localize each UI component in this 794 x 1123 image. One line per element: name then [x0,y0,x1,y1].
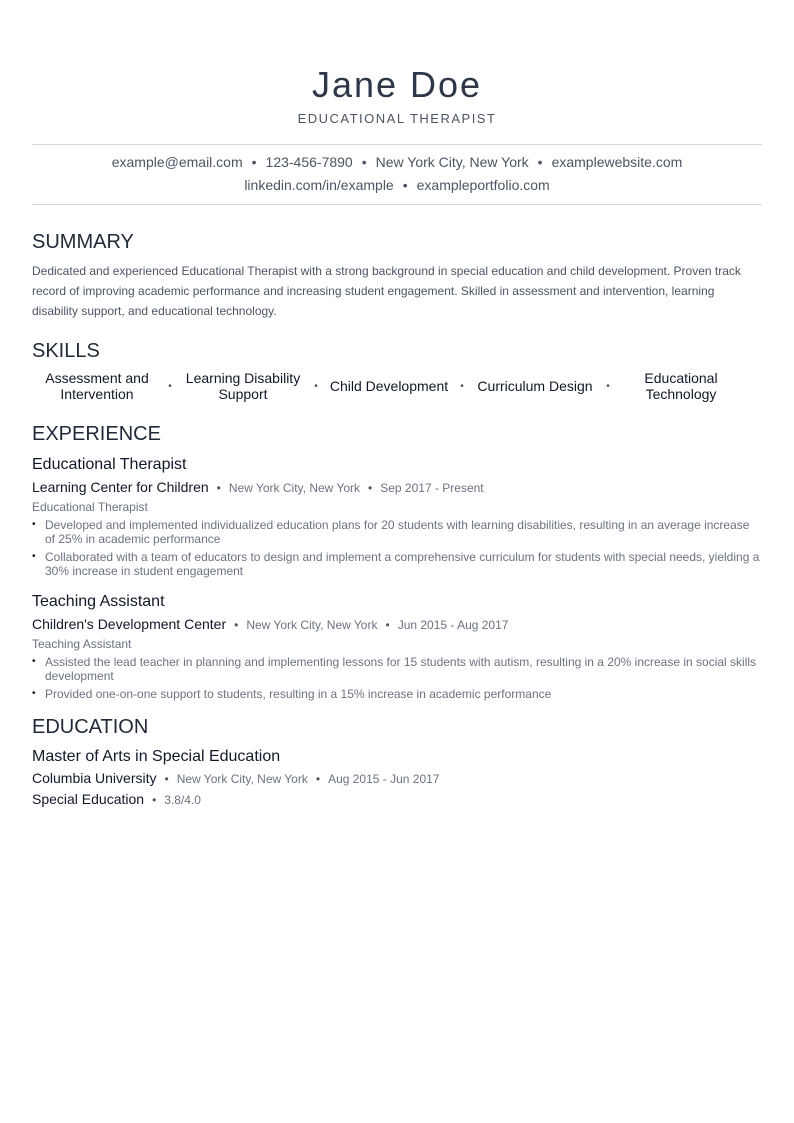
contact-phone[interactable]: 123-456-7890 [265,154,353,170]
school-dates: Aug 2015 - Jun 2017 [328,772,440,786]
job-role: Educational Therapist [32,500,148,514]
meta-separator: • [164,772,169,786]
bullet-text: Provided one-on-one support to students, resulting in a 15% increase in academic performance [45,687,552,701]
education-gpa: 3.8/4.0 [164,793,201,807]
job-meta [32,615,762,634]
bullet-marker: • [32,519,36,530]
contact-location: New York City, New York [375,154,529,170]
job-company: Learning Center for Children [32,479,209,495]
degree-title: Master of Arts in Special Education [32,748,281,765]
resume-page [32,0,762,809]
meta-separator: • [152,793,157,807]
bullet-marker: • [32,656,36,667]
experience-entry [32,455,762,578]
job-title: Educational Therapist [32,456,187,473]
contact-line-1 [32,151,762,174]
education-field-line [32,790,762,809]
school-location: New York City, New York [176,772,308,786]
job-location: New York City, New York [228,481,361,495]
meta-separator: • [385,618,390,632]
job-company: Children's Development Center [32,616,227,632]
summary-heading: SUMMARY [32,231,134,253]
bullet-text: Assisted the lead teacher in planning and implementing lessons for 15 students with autism, resulting in a 20% increase in social skills development [45,655,757,683]
contact-portfolio[interactable]: exampleportfolio.com [416,177,550,193]
skill-separator: • [606,380,610,392]
job-bullets [32,655,762,701]
skill-separator: • [314,380,318,392]
contact-divider [32,204,762,205]
skill-item: Child Development [329,378,449,394]
contact-website[interactable]: examplewebsite.com [551,154,683,170]
contact-separator: • [361,154,367,170]
skill-item: Learning Disability Support [185,370,301,402]
meta-separator: • [234,618,239,632]
meta-separator: • [216,481,221,495]
bullet-marker: • [32,688,36,699]
job-role: Teaching Assistant [32,637,132,651]
skill-separator: • [168,380,172,392]
bullet-text: Developed and implemented individualized education plans for 20 students with learning disabilities, resulting in an average increase of 25% in academic performance [45,518,750,546]
summary-text: Dedicated and experienced Educational Therapist with a strong background in special education and child development. Proven track record of improving academic performance and increasing student engagement. Skilled in assessment and intervention, learning disability support, and educational technology. [32,264,741,318]
education-school-line [32,769,762,788]
education-field: Special Education [32,791,145,807]
job-bullet [32,550,762,578]
skill-item: Educational Technology [644,370,718,402]
education-heading: EDUCATION [32,716,149,738]
job-bullet [32,518,762,546]
meta-separator: • [368,481,373,495]
bullet-marker: • [32,551,36,562]
contact-separator: • [402,177,408,193]
skill-item: Curriculum Design [477,378,593,394]
candidate-title: EDUCATIONAL THERAPIST [297,111,497,126]
candidate-name: Jane Doe [311,64,483,105]
job-bullets [32,518,762,578]
contact-separator: • [251,154,257,170]
meta-separator: • [315,772,321,786]
school-name: Columbia University [32,770,157,786]
job-dates: Sep 2017 - Present [380,481,484,495]
contact-line-2 [32,174,762,197]
experience-heading: EXPERIENCE [32,423,161,445]
contact-email[interactable]: example@email.com [111,154,243,170]
job-title: Teaching Assistant [32,593,165,610]
contact-linkedin[interactable]: linkedin.com/in/example [244,177,394,193]
contact-separator: • [537,154,543,170]
bullet-text: Collaborated with a team of educators to design and implement a comprehensive curriculum for students with special needs, yielding a 30% increase in student engagement [45,550,760,578]
contact-block [32,145,762,204]
job-bullet [32,655,762,683]
skills-heading: SKILLS [32,340,100,362]
skills-list [32,368,762,404]
skill-separator: • [460,380,464,392]
job-bullet [32,687,762,701]
experience-entry [32,592,762,701]
skill-item: Assessment and Intervention [45,370,149,402]
job-location: New York City, New York [246,618,378,632]
job-dates: Jun 2015 - Aug 2017 [397,618,509,632]
job-meta [32,478,762,497]
